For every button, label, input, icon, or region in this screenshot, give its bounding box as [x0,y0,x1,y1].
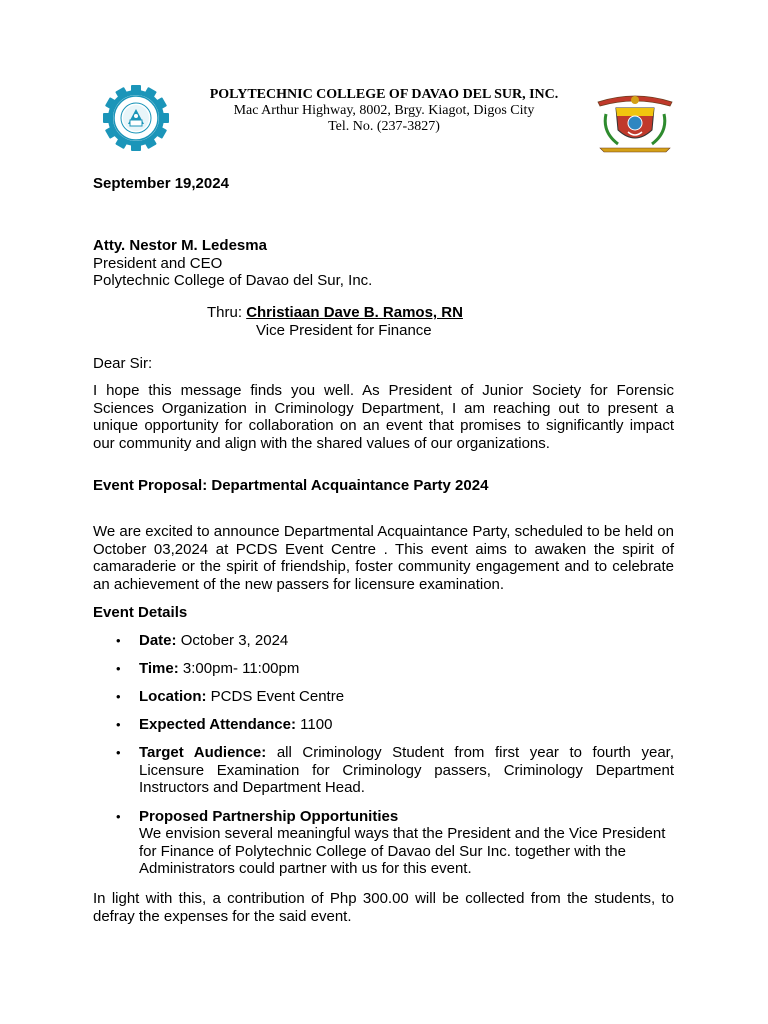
thru-title: Vice President for Finance [256,321,432,339]
list-item [93,632,674,650]
list-item [93,744,674,797]
detail-label: Proposed Partnership Opportunities [139,807,399,825]
detail-label: Time: [139,660,179,677]
bullet-icon: • [116,689,121,704]
announcement-paragraph: We are excited to announce Departmental Acquaintance Party, scheduled to be held on October 03,2024 at PCDS Event Centre . This event aims to awaken the spirit of camaraderie or the spirit of friendship, foster community engagement and to celebrate an achievement of the new passers for licensure examination. [93,523,674,593]
detail-value: 1100 [300,716,333,733]
criminology-crest-icon [594,92,676,154]
addressee-block [93,237,673,290]
addressee-position: President and CEO [93,254,223,272]
detail-label: Date: [139,632,177,649]
detail-value: 3:00pm- 11:00pm [182,660,300,677]
salutation: Dear Sir: [93,355,153,372]
list-item [93,716,674,734]
bullet-icon: • [116,633,121,648]
college-name: POLYTECHNIC COLLEGE OF DAVAO DEL SUR, INC. [209,87,559,102]
letterhead [190,87,578,135]
detail-value: October 3, 2024 [180,632,289,649]
bullet-icon: • [116,745,121,760]
list-item [93,808,674,878]
detail-label: Expected Attendance: [139,716,296,733]
bullet-icon: • [116,661,121,676]
addressee-name: Atty. Nestor M. Ledesma [93,237,267,254]
detail-value: We envision several meaningful ways that the President and the Vice President for Finance of Polytechnic College of Davao del Sur Inc. together with the Administrators could partner with us for this event. [139,825,666,877]
event-details-list [93,632,674,889]
letter-date: September 19,2024 [93,175,229,192]
addressee-organization: Polytechnic College of Davao del Sur, Inc. [93,272,373,289]
detail-value: all Criminology Student from first year to fourth year, Licensure Examination for Criminology passers, Criminology Department Instructors and Department Head. [139,744,674,796]
event-details-heading: Event Details [93,604,188,621]
college-telephone: Tel. No. (237-3827) [328,119,440,134]
thru-name: Christiaan Dave B. Ramos, RN [246,304,463,321]
thru-block [207,304,485,339]
list-item [93,660,674,678]
bullet-icon: • [116,717,121,732]
proposal-title: Event Proposal: Departmental Acquaintance Party 2024 [93,477,489,494]
detail-value: PCDS Event Centre [210,688,345,705]
detail-label: Target Audience: [139,744,267,761]
intro-paragraph: I hope this message finds you well. As President of Junior Society for Forensic Sciences Organization in Criminology Department, I am reaching out to present a unique opportunity for collaboration on an event that promises to significantly impact our community and align with the shared values of our organizations. [93,382,674,452]
closing-paragraph: In light with this, a contribution of Php 300.00 will be collected from the students, to defray the expenses for the said event. [93,890,674,925]
thru-label: Thru: [207,304,243,321]
college-address: Mac Arthur Highway, 8002, Brgy. Kiagot, Digos City [233,103,535,118]
list-item [93,688,674,706]
detail-label: Location: [139,688,207,705]
college-gear-seal-icon [93,85,179,151]
bullet-icon: • [116,808,121,824]
